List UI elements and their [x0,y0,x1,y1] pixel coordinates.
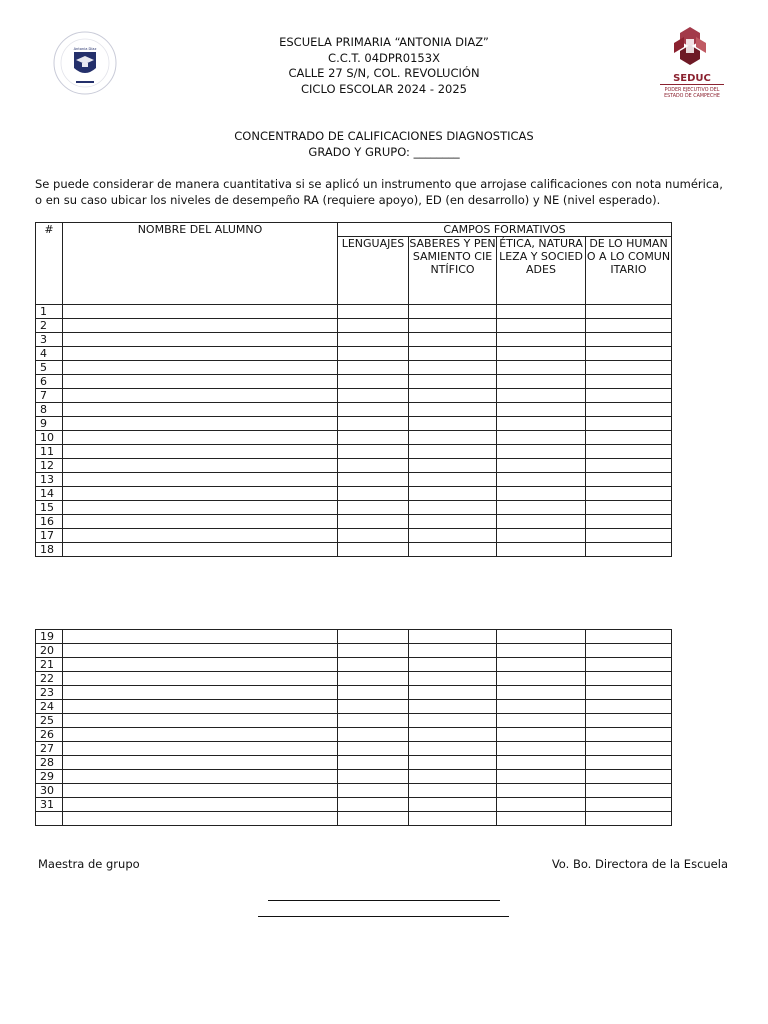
student-name-cell[interactable] [63,305,338,319]
saberes-cell[interactable] [409,686,497,700]
humano-cell[interactable] [586,361,672,375]
table-row [36,515,672,529]
saberes-cell[interactable] [409,515,497,529]
lenguajes-cell[interactable] [338,473,409,487]
humano-cell[interactable] [586,756,672,770]
saberes-cell[interactable] [409,543,497,557]
col-number-header: # [36,223,63,305]
table-row [36,686,672,700]
saberes-cell[interactable] [409,431,497,445]
table-row [36,319,672,333]
humano-cell[interactable] [586,375,672,389]
lenguajes-cell[interactable] [338,728,409,742]
row-number: 18 [36,543,63,557]
humano-cell[interactable] [586,812,672,826]
student-name-cell[interactable] [63,375,338,389]
etica-cell[interactable] [497,784,586,798]
lenguajes-cell[interactable] [338,630,409,644]
student-name-cell[interactable] [63,742,338,756]
saberes-cell[interactable] [409,459,497,473]
humano-cell[interactable] [586,644,672,658]
director-signature-label: Vo. Bo. Directora de la Escuela [551,857,728,871]
saberes-cell[interactable] [409,728,497,742]
saberes-cell[interactable] [409,812,497,826]
table-row [36,473,672,487]
row-number: 10 [36,431,63,445]
table-row [36,742,672,756]
row-number: 27 [36,742,63,756]
student-name-cell[interactable] [63,459,338,473]
table-row [36,487,672,501]
table-row [36,644,672,658]
etica-cell[interactable] [497,473,586,487]
student-name-cell[interactable] [63,487,338,501]
saberes-cell[interactable] [409,742,497,756]
humano-cell[interactable] [586,686,672,700]
teacher-signature-label: Maestra de grupo [38,857,140,871]
humano-cell[interactable] [586,459,672,473]
humano-cell[interactable] [586,728,672,742]
school-name: ESCUELA PRIMARIA “ANTONIA DIAZ” [279,35,489,49]
etica-cell[interactable] [497,319,586,333]
table-row [36,630,672,644]
etica-cell[interactable] [497,700,586,714]
student-name-cell[interactable] [63,417,338,431]
student-name-cell[interactable] [63,333,338,347]
student-name-cell[interactable] [63,672,338,686]
humano-cell[interactable] [586,784,672,798]
etica-cell[interactable] [497,630,586,644]
etica-cell[interactable] [497,417,586,431]
saberes-cell[interactable] [409,501,497,515]
etica-cell[interactable] [497,515,586,529]
student-name-cell[interactable] [63,431,338,445]
saberes-cell[interactable] [409,700,497,714]
saberes-cell[interactable] [409,361,497,375]
saberes-cell[interactable] [409,473,497,487]
etica-cell[interactable] [497,529,586,543]
lenguajes-cell[interactable] [338,445,409,459]
humano-cell[interactable] [586,319,672,333]
table-row [36,658,672,672]
etica-cell[interactable] [497,714,586,728]
row-number: 24 [36,700,63,714]
row-number: 25 [36,714,63,728]
lenguajes-cell[interactable] [338,459,409,473]
lenguajes-cell[interactable] [338,389,409,403]
subject-header-lenguajes: LENGUAJES [338,237,409,305]
grades-table-part-2 [35,629,672,826]
humano-cell[interactable] [586,445,672,459]
subject-header-etica: ÉTICA, NATURALEZA Y SOCIEDADES [497,237,586,305]
lenguajes-cell[interactable] [338,361,409,375]
student-name-cell[interactable] [63,473,338,487]
table-row [36,459,672,473]
lenguajes-cell[interactable] [338,417,409,431]
etica-cell[interactable] [497,798,586,812]
humano-cell[interactable] [586,417,672,431]
lenguajes-cell[interactable] [338,700,409,714]
etica-cell[interactable] [497,347,586,361]
table-row [36,784,672,798]
student-name-cell[interactable] [63,389,338,403]
student-name-cell[interactable] [63,347,338,361]
saberes-cell[interactable] [409,487,497,501]
row-number: 17 [36,529,63,543]
humano-cell[interactable] [586,305,672,319]
saberes-cell[interactable] [409,798,497,812]
table-row [36,305,672,319]
row-number: 13 [36,473,63,487]
humano-cell[interactable] [586,347,672,361]
table-row [36,756,672,770]
school-cct: C.C.T. 04DPR0153X [328,50,440,65]
humano-cell[interactable] [586,700,672,714]
humano-cell[interactable] [586,333,672,347]
campos-formativos-header: CAMPOS FORMATIVOS [338,223,672,237]
student-name-cell[interactable] [63,361,338,375]
row-number: 1 [36,305,63,319]
lenguajes-cell[interactable] [338,487,409,501]
lenguajes-cell[interactable] [338,515,409,529]
humano-cell[interactable] [586,543,672,557]
etica-cell[interactable] [497,543,586,557]
etica-cell[interactable] [497,361,586,375]
table-row [36,347,672,361]
lenguajes-cell[interactable] [338,375,409,389]
lenguajes-cell[interactable] [338,403,409,417]
row-number: 6 [36,375,63,389]
humano-cell[interactable] [586,770,672,784]
row-number: 22 [36,672,63,686]
student-name-cell[interactable] [63,756,338,770]
lenguajes-cell[interactable] [338,319,409,333]
saberes-cell[interactable] [409,630,497,644]
table-row [36,543,672,557]
instructions-line-2: o en su caso ubicar los niveles de desempeño RA (requiere apoyo), ED (en desarrollo) y NE (nivel esperado). [35,193,661,207]
svg-text:PODER EJECUTIVO DEL: PODER EJECUTIVO DEL [664,88,720,93]
row-number: 30 [36,784,63,798]
lenguajes-cell[interactable] [338,686,409,700]
student-name-cell[interactable] [63,445,338,459]
lenguajes-cell[interactable] [338,812,409,826]
row-number: 11 [36,445,63,459]
student-name-cell[interactable] [63,529,338,543]
school-header [0,35,768,97]
saberes-cell[interactable] [409,529,497,543]
lenguajes-cell[interactable] [338,305,409,319]
student-name-cell[interactable] [63,543,338,557]
saberes-cell[interactable] [409,445,497,459]
table-row [36,389,672,403]
table-row [36,672,672,686]
svg-text:Antonia Díaz: Antonia Díaz [73,47,97,51]
student-name-cell[interactable] [63,784,338,798]
saberes-cell[interactable] [409,770,497,784]
etica-cell[interactable] [497,389,586,403]
etica-cell[interactable] [497,305,586,319]
instructions-line-1: Se puede considerar de manera cuantitativa si se aplicó un instrumento que arrojase calificaciones con nota numérica, [35,177,723,191]
etica-cell[interactable] [497,812,586,826]
saberes-cell[interactable] [409,347,497,361]
grade-group-field: GRADO Y GRUPO: ________ [308,145,460,159]
lenguajes-cell[interactable] [338,784,409,798]
student-name-cell[interactable] [63,501,338,515]
saberes-cell[interactable] [409,714,497,728]
humano-cell[interactable] [586,389,672,403]
row-number: 29 [36,770,63,784]
etica-cell[interactable] [497,672,586,686]
humano-cell[interactable] [586,529,672,543]
table-row [36,529,672,543]
etica-cell[interactable] [497,756,586,770]
etica-cell[interactable] [497,742,586,756]
saberes-cell[interactable] [409,403,497,417]
lenguajes-cell[interactable] [338,756,409,770]
row-number: 12 [36,459,63,473]
row-number: 23 [36,686,63,700]
etica-cell[interactable] [497,658,586,672]
etica-cell[interactable] [497,445,586,459]
lenguajes-cell[interactable] [338,798,409,812]
instructions [35,176,745,208]
row-number [36,812,63,826]
lenguajes-cell[interactable] [338,529,409,543]
student-name-cell[interactable] [63,728,338,742]
row-number: 14 [36,487,63,501]
row-number: 20 [36,644,63,658]
saberes-cell[interactable] [409,333,497,347]
etica-cell[interactable] [497,770,586,784]
row-number: 26 [36,728,63,742]
table-row [36,417,672,431]
svg-text:SEDUC: SEDUC [673,73,711,84]
humano-cell[interactable] [586,501,672,515]
table-row [36,361,672,375]
etica-cell[interactable] [497,375,586,389]
saberes-cell[interactable] [409,658,497,672]
lenguajes-cell[interactable] [338,431,409,445]
humano-cell[interactable] [586,658,672,672]
row-number: 16 [36,515,63,529]
table-row [36,728,672,742]
row-number: 9 [36,417,63,431]
etica-cell[interactable] [497,686,586,700]
saberes-cell[interactable] [409,305,497,319]
student-name-cell[interactable] [63,319,338,333]
etica-cell[interactable] [497,487,586,501]
humano-cell[interactable] [586,403,672,417]
table-row [36,714,672,728]
lenguajes-cell[interactable] [338,543,409,557]
row-number: 15 [36,501,63,515]
saberes-cell[interactable] [409,672,497,686]
table-row [36,445,672,459]
saberes-cell[interactable] [409,389,497,403]
document-title [0,128,768,160]
etica-cell[interactable] [497,728,586,742]
row-number: 19 [36,630,63,644]
lenguajes-cell[interactable] [338,333,409,347]
table-row [36,798,672,812]
student-name-cell[interactable] [63,770,338,784]
student-name-cell[interactable] [63,630,338,644]
humano-cell[interactable] [586,487,672,501]
table-row [36,700,672,714]
row-number: 7 [36,389,63,403]
student-name-cell[interactable] [63,714,338,728]
signature-line-1 [268,900,500,901]
saberes-cell[interactable] [409,417,497,431]
humano-cell[interactable] [586,672,672,686]
etica-cell[interactable] [497,431,586,445]
table-row [36,501,672,515]
student-name-cell[interactable] [63,812,338,826]
row-number: 31 [36,798,63,812]
table-row [36,812,672,826]
student-name-cell[interactable] [63,403,338,417]
lenguajes-cell[interactable] [338,714,409,728]
row-number: 2 [36,319,63,333]
student-name-cell[interactable] [63,686,338,700]
table-row [36,375,672,389]
saberes-cell[interactable] [409,319,497,333]
row-number: 21 [36,658,63,672]
student-name-cell[interactable] [63,658,338,672]
etica-cell[interactable] [497,403,586,417]
lenguajes-cell[interactable] [338,347,409,361]
lenguajes-cell[interactable] [338,501,409,515]
humano-cell[interactable] [586,431,672,445]
student-name-cell[interactable] [63,700,338,714]
humano-cell[interactable] [586,798,672,812]
table-row [36,403,672,417]
table-row [36,431,672,445]
saberes-cell[interactable] [409,756,497,770]
humano-cell[interactable] [586,515,672,529]
etica-cell[interactable] [497,459,586,473]
row-number: 8 [36,403,63,417]
humano-cell[interactable] [586,630,672,644]
etica-cell[interactable] [497,333,586,347]
humano-cell[interactable] [586,714,672,728]
grades-table-part-1 [35,222,672,557]
humano-cell[interactable] [586,742,672,756]
humano-cell[interactable] [586,473,672,487]
student-name-cell[interactable] [63,515,338,529]
lenguajes-cell[interactable] [338,742,409,756]
signature-line-2 [258,916,509,917]
table-row [36,770,672,784]
etica-cell[interactable] [497,644,586,658]
student-name-cell[interactable] [63,644,338,658]
title-line-1: CONCENTRADO DE CALIFICACIONES DIAGNOSTICAS [234,129,534,143]
school-address: CALLE 27 S/N, COL. REVOLUCIÓN [288,66,480,80]
lenguajes-cell[interactable] [338,658,409,672]
saberes-cell[interactable] [409,784,497,798]
etica-cell[interactable] [497,501,586,515]
row-number: 5 [36,361,63,375]
col-name-header: NOMBRE DEL ALUMNO [63,223,338,305]
row-number: 28 [36,756,63,770]
table-row [36,333,672,347]
subject-header-saberes: SABERES Y PENSAMIENTO CIENTÍFICO [409,237,497,305]
lenguajes-cell[interactable] [338,644,409,658]
row-number: 4 [36,347,63,361]
school-year: CICLO ESCOLAR 2024 - 2025 [301,81,467,96]
lenguajes-cell[interactable] [338,770,409,784]
saberes-cell[interactable] [409,644,497,658]
svg-text:ESTADO DE CAMPECHE: ESTADO DE CAMPECHE [664,94,720,99]
row-number: 3 [36,333,63,347]
subject-header-humano: DE LO HUMANO A LO COMUNITARIO [586,237,672,305]
lenguajes-cell[interactable] [338,672,409,686]
saberes-cell[interactable] [409,375,497,389]
student-name-cell[interactable] [63,798,338,812]
